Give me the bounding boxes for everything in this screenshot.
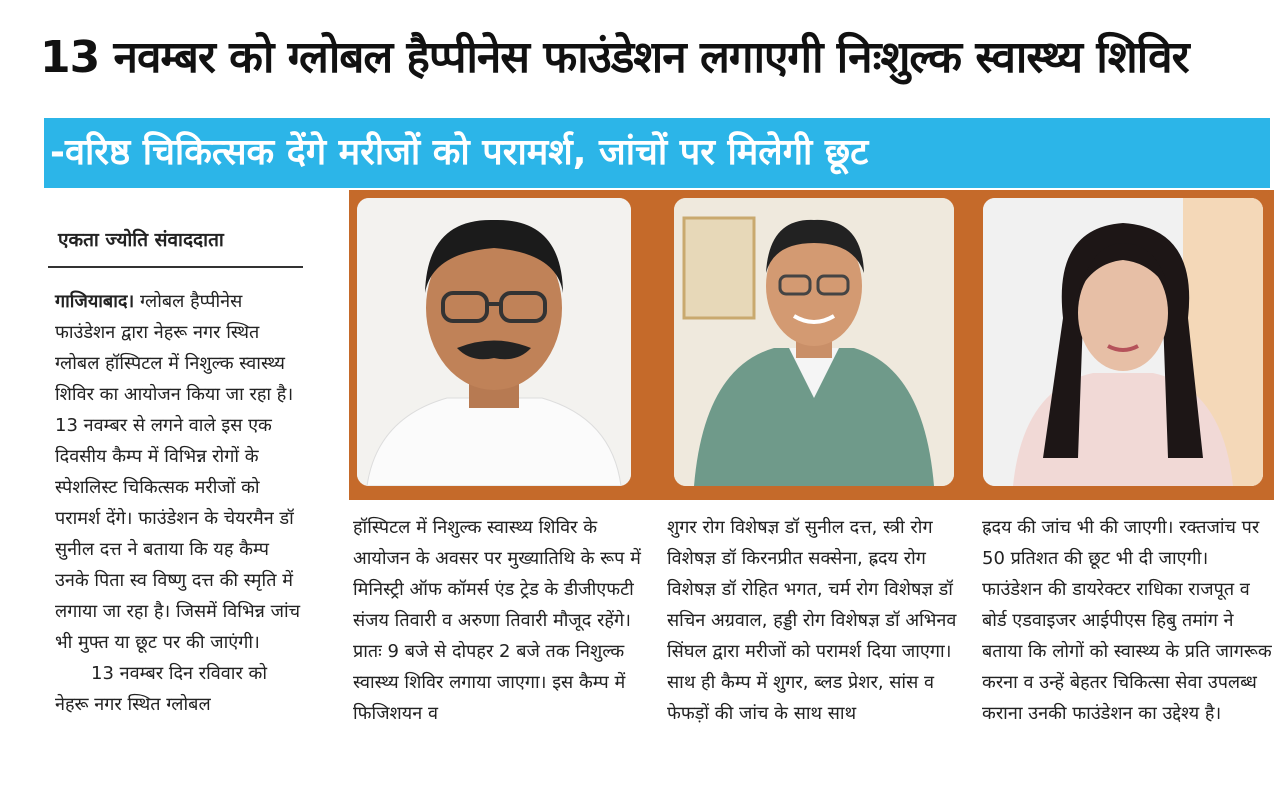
headline: 13 नवम्बर को ग्लोबल हैप्पीनेस फाउंडेशन लगाएगी निःशुल्क स्वास्थ्य शिविर [40, 32, 1189, 83]
subheadline: -वरिष्ठ चिकित्सक देंगे मरीजों को परामर्श, जांचों पर मिलेगी छूट [50, 132, 869, 173]
article-column-1 [55, 286, 305, 720]
paragraph-text: ग्लोबल हैप्पीनेस फाउंडेशन द्वारा नेहरू नगर स्थित ग्लोबल हॉस्पिटल में निशुल्क स्वास्थ्य शिविर का आयोजन किया जा रहा है। 13 नवम्बर से लगने वाले इस एक दिवसीय कैम्प में विभिन्न रोगों के स्पेशलिस्ट चिकित्सक मरीजों को परामर्श देंगे। फाउंडेशन के चेयरमैन डॉ सुनील दत्त ने बताया कि यह कैम्प उनके पिता स्व विष्णु दत्त की स्मृति में लगाया जा रहा है। जिसमें विभिन्न जांच भी मुफ्त या छूट पर की जाएंगी। [55, 291, 301, 653]
article-paragraph: हॉस्पिटल में निशुल्क स्वास्थ्य शिविर के आयोजन के अवसर पर मुख्यातिथि के रूप में मिनिस्ट्री ऑफ कॉमर्स एंड ट्रेड के डीजीएफटी संजय तिवारी व अरुणा तिवारी मौजूद रहेंगे। प्रातः 9 बजे से दोपहर 2 बजे तक निशुल्क स्वास्थ्य शिविर लगाया जाएगा। इस कैम्प में फिजिशयन व [353, 517, 641, 724]
article-paragraph: ह्रदय की जांच भी की जाएगी। रक्तजांच पर 50 प्रतिशत की छूट भी दी जाएगी। फाउंडेशन की डायरेक्टर राधिका राजपूत व बोर्ड एडवाइजर आईपीएस हिबु तमांग ने बताया कि लोगों को स्वास्थ्य के प्रति जागरूक करना व उन्हें बेहतर चिकित्सा सेवा उपलब्ध कराना उनकी फाउंडेशन का उद्देश्य है। [982, 517, 1272, 724]
article-column-3 [667, 512, 957, 729]
article-paragraph: शुगर रोग विशेषज्ञ डॉ सुनील दत्त, स्त्री रोग विशेषज्ञ डॉ किरनप्रीत सक्सेना, ह्रदय रोग विशेषज्ञ डॉ रोहित भगत, चर्म रोग विशेषज्ञ डॉ सचिन अग्रवाल, हड्डी रोग विशेषज्ञ डॉ अभिनव सिंघल द्वारा मरीजों को परामर्श दिया जाएगा। साथ ही कैम्प में शुगर, ब्लड प्रेशर, सांस व फेफड़ों की जांच के साथ साथ [667, 517, 957, 724]
dateline: गाजियाबाद। [55, 291, 135, 312]
byline: एकता ज्योति संवाददाता [58, 229, 224, 251]
article-paragraph: 13 नवम्बर दिन रविवार को नेहरू नगर स्थित ग्लोबल [55, 663, 268, 715]
article-column-2 [353, 512, 643, 729]
photo-strip [349, 190, 1274, 500]
byline-rule [48, 266, 303, 268]
article-paragraph [55, 286, 305, 658]
portrait-woman-icon [983, 198, 1263, 486]
article-column-4 [982, 512, 1272, 729]
portrait-man-green-vest-icon [674, 198, 954, 486]
portrait-man-mustache-icon [357, 198, 631, 486]
